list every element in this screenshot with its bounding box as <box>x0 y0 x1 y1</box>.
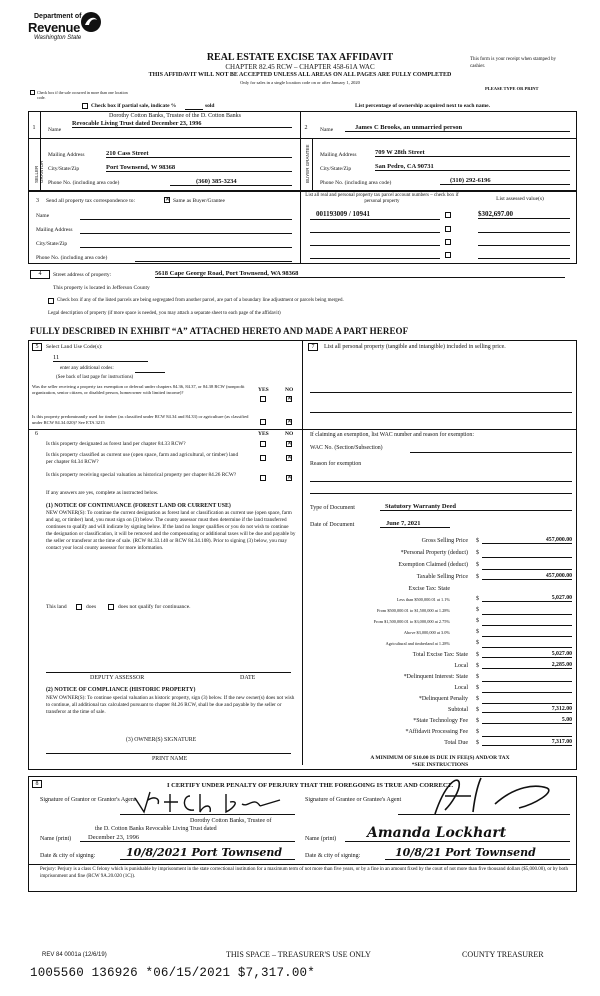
s6-q2-no[interactable]: ✕ <box>287 454 293 461</box>
s6-no-header: NO <box>285 431 294 437</box>
section-7-label: List all personal property (tangible and intangible) included in selling price. <box>324 344 506 350</box>
perjury-text: Perjury: Perjury is a class C felony which is punishable by imprisonment in the state correctional institution for a maximum term of not more than five years, or by a fine in an amount fixed by the court of not more than five thousand dollars ($5,000.00), or by both imprisonment and fine (RCW 9A.20.020 (1C)). <box>40 867 568 879</box>
corr-city-field[interactable] <box>80 247 292 248</box>
s6-question-2: Is this property classified as current use (open space, farm and agricultural, or timber) land per chapter 84.34 RCW? <box>46 452 239 465</box>
form-number: REV 84 0001a (12/6/19) <box>42 952 107 958</box>
notice1-body: NEW OWNER(S): To continue the current designation as forest land or classification as current use (open space, farm and ag, or timber) land, you must sign on (3) below. The county assessor must then determine if the land transferred continues to qualify and will indicate by signing below. If the land no longer qualifies or you do not wish to continue the designation or classification, it will be removed and the compensating or additional taxes will be due and payable by the seller or transferor at the time of sale. (RCW 84.33.140 or RCW 84.34.108). Prior to signing (3) below, you may contact your local county assessor for more information. <box>46 510 296 551</box>
total-due-dollar: $ <box>476 740 479 746</box>
dor-swirl-icon <box>80 11 102 33</box>
tech-fee-value: 5.00 <box>482 717 572 724</box>
s6-q3-no[interactable]: ✕ <box>287 474 293 481</box>
buyer-mailing-label: Mailing Address <box>320 152 357 158</box>
agency-line1: Department of <box>34 13 82 20</box>
legal-note: Legal description of property (if more space is needed, you may attach a separate sheet to each page of the affidavit) <box>48 311 281 316</box>
local-dollar: $ <box>476 663 479 669</box>
corr-mailing-label: Mailing Address <box>36 227 73 233</box>
corr-name-field[interactable] <box>80 219 292 220</box>
section-3-number: 3 <box>36 198 39 204</box>
parcel-personal-checkbox-2[interactable] <box>445 226 451 232</box>
delinq-local-label: Local <box>454 685 468 691</box>
parcel-number: 001193009 / 10941 <box>316 210 371 218</box>
doc-date: June 7, 2021 <box>380 520 450 528</box>
tech-fee-dollar: $ <box>476 718 479 724</box>
s6-q1-yes[interactable] <box>260 441 266 447</box>
tier4-label: Above $3,000,000 at 3.0% <box>403 630 450 635</box>
print-name-line <box>46 753 291 754</box>
buyer-phone: (310) 292-6196 <box>440 177 570 185</box>
local-value: 2,285.00 <box>482 662 572 669</box>
exemption-dollar: $ <box>476 562 479 568</box>
does-not-checkbox[interactable] <box>108 604 114 610</box>
corr-phone-field[interactable] <box>135 261 292 262</box>
seller-name: Revocable Living Trust dated December 23, 1996 <box>72 120 292 128</box>
tier1-value: 5,027.00 <box>482 595 572 602</box>
grantor-name-print: December 23, 1996 <box>80 834 295 842</box>
reason-field-1[interactable] <box>310 481 572 482</box>
s5-question-2: Is this property predominantly used for timber (as classified under RCW 84.34 and 84.33) or agriculture (as classified under RCW 84.34.020)? See ETA 3215 <box>32 414 249 425</box>
personal-dollar: $ <box>476 550 479 556</box>
parcel-personal-checkbox-1[interactable] <box>445 212 451 218</box>
exemption-value[interactable] <box>482 569 572 570</box>
seller-phone-label: Phone No. (including area code) <box>48 180 120 186</box>
corr-name-label: Name <box>36 213 50 219</box>
s5-q1-yes[interactable] <box>260 396 266 402</box>
grantee-name-print: Amanda Lockhart <box>345 825 570 842</box>
personal-property-field-1[interactable] <box>310 392 572 393</box>
sold-label: sold <box>205 103 215 109</box>
doc-type: Statutory Warranty Deed <box>380 503 572 511</box>
reason-label: Reason for exemption <box>310 461 362 467</box>
s6-if-yes: If any answers are yes, complete as instructed below. <box>46 490 159 496</box>
local-label: Local <box>454 663 468 669</box>
segregated-note: Check box if any of the listed parcels are being segregated from another parcel, are part of a boundary line adjustment or parcels being merged. <box>57 298 344 303</box>
parcels-header: List all real and personal property tax parcel account numbers – check box if personal property <box>305 193 459 204</box>
penalty-dollar: $ <box>476 696 479 702</box>
form-title: REAL ESTATE EXCISE TAX AFFIDAVIT <box>206 52 394 63</box>
grantor-print-above1: Dorothy Cotton Banks, Trustee of <box>190 818 272 824</box>
parcel-personal-checkbox-4[interactable] <box>445 252 451 258</box>
dor-logo <box>28 13 118 53</box>
print-name-label: PRINT NAME <box>152 756 188 762</box>
personal-property-field-2[interactable] <box>310 412 572 413</box>
s6-yes-header: YES <box>258 431 269 437</box>
s6-question-1: Is this property designated as forest land per chapter 84.33 RCW? <box>46 441 186 447</box>
partial-sale-label: Check box if partial sale, indicate % <box>91 103 177 109</box>
section-2-number: 2 <box>304 125 308 131</box>
land-use-code: 11 <box>53 354 148 362</box>
ownership-note: List percentage of ownership acquired next to each name. <box>355 103 490 109</box>
form-chapter: CHAPTER 82.45 RCW – CHAPTER 458-61A WAC <box>225 63 375 71</box>
grantee-name-print-label: Name (print) <box>305 836 337 842</box>
grantee-date-city-label: Date & city of signing: <box>305 853 361 859</box>
affidavit-fee-value[interactable] <box>482 736 572 737</box>
segregated-checkbox[interactable] <box>48 298 54 304</box>
doc-type-label: Type of Document <box>310 505 355 511</box>
personal-label: *Personal Property (deduct) <box>400 550 468 556</box>
owner-sig-label: (3) OWNER(S) SIGNATURE <box>126 737 197 743</box>
delinq-local-dollar: $ <box>476 685 479 691</box>
seller-side-label: SELLER GRANTOR <box>34 160 44 183</box>
taxable-value: 457,000.00 <box>482 573 572 580</box>
notice1-title: (1) NOTICE OF CONTINUANCE (FOREST LAND OR CURRENT USE) <box>46 503 231 509</box>
grantee-sig-line[interactable] <box>398 814 570 815</box>
exemption-label: If claiming an exemption, list WAC number and reason for exemption: <box>310 432 474 438</box>
form-warning: THIS AFFIDAVIT WILL NOT BE ACCEPTED UNLESS ALL AREAS ON ALL PAGES ARE FULLY COMPLETED <box>148 72 452 78</box>
tech-fee-label: *State Technology Fee <box>413 718 468 724</box>
wac-field[interactable] <box>410 452 572 453</box>
tier4-value[interactable] <box>482 636 572 637</box>
does-checkbox[interactable] <box>76 604 82 610</box>
tier5-dollar: $ <box>476 640 479 646</box>
notice2-body: NEW OWNER(S): To continue special valuation as historic property, sign (3) below. If the new owner(s) does not wish to continue, all additional tax calculated pursuant to chapter 84.26 RCW, shall be due and payable by the seller or transferor at the time of sale. <box>46 695 295 715</box>
deputy-line <box>46 672 291 673</box>
treasurer-stamp: 1005560 136926 *06/15/2021 $7,317.00* <box>30 966 315 980</box>
grantor-date-city: 10/8/2021 Port Townsend <box>120 846 295 860</box>
gross-dollar: $ <box>476 538 479 544</box>
affidavit-fee-dollar: $ <box>476 729 479 735</box>
multi-location-checkbox[interactable] <box>30 90 35 95</box>
doc-date-label: Date of Document <box>310 522 355 528</box>
penalty-label: *Delinquent Penalty <box>418 696 468 702</box>
tier1-dollar: $ <box>476 596 479 602</box>
s6-q3-yes[interactable] <box>260 475 266 481</box>
seller-name-label: Name <box>48 127 62 133</box>
receipt-note: This form is your receipt when stamped by cashier. <box>470 57 556 69</box>
seller-name-above: Dorothy Cotton Banks, Trustee of the D. Cotton Banks <box>108 113 241 119</box>
s6-q1-no[interactable]: ✕ <box>287 440 293 447</box>
total-state-dollar: $ <box>476 652 479 658</box>
subtotal-label: Subtotal <box>447 707 468 713</box>
delinq-state-label: *Delinquent Interest: State <box>403 674 468 680</box>
assessed-header: List assessed value(s) <box>496 196 544 202</box>
total-state-value: 5,027.00 <box>482 651 572 658</box>
corr-city-label: City/State/Zip <box>36 241 68 247</box>
deputy-label: DEPUTY ASSESSOR <box>90 675 145 681</box>
delinq-state-value[interactable] <box>482 681 572 682</box>
does-not-label: does not qualify for continuance. <box>118 604 191 610</box>
tier2-value[interactable] <box>482 614 572 615</box>
delinq-state-dollar: $ <box>476 674 479 680</box>
seller-mailing: 210 Cass Street <box>106 150 292 158</box>
tier1-label: Less than $500,000.01 at 1.1% <box>396 597 450 602</box>
buyer-city-label: City/State/Zip <box>320 166 352 172</box>
tier3-value[interactable] <box>482 625 572 626</box>
s5-question-1: Was the seller receiving a property tax exemption or deferral under chapters 84.36, 84.37, or 84.38 RCW (nonprofit organization, senior citizen, or disabled person, homeowner with limited income)? <box>32 384 245 395</box>
treasurer-space: THIS SPACE – TREASURER'S USE ONLY <box>226 950 371 959</box>
section-1-number: 1 <box>32 125 36 131</box>
corr-mailing-field[interactable] <box>80 233 292 234</box>
total-state-label: Total Excise Tax: State <box>412 652 468 658</box>
date-label: DATE <box>240 675 256 681</box>
grantee-sig-label: Signature of Grantee or Grantee's Agent <box>305 797 402 803</box>
s6-q2-yes[interactable] <box>260 455 266 461</box>
s6-question-3: Is this property receiving special valuation as historical property per chapter 84.26 RCW? <box>46 472 237 478</box>
property-street: 5618 Cape George Road, Port Townsend, WA 98368 <box>155 270 565 278</box>
form-only-for: Only for sales in a single location code on or after January 1, 2020 <box>240 80 360 85</box>
section-8-number: 8 <box>32 780 42 788</box>
notice2-title: (2) NOTICE OF COMPLIANCE (HISTORIC PROPERTY) <box>46 687 196 693</box>
tier5-label: Agricultural and timberland at 1.28% <box>385 641 450 646</box>
buyer-name: James C Brooks, an unmarried person <box>345 124 570 132</box>
partial-percent-field[interactable] <box>185 109 203 110</box>
s5-q2-no[interactable]: ✕ <box>287 418 293 425</box>
tier2-dollar: $ <box>476 607 479 613</box>
partial-sale-checkbox[interactable] <box>82 103 88 109</box>
s5-yes-header: YES <box>258 387 269 393</box>
buyer-city: San Pedro, CA 90731 <box>375 163 570 171</box>
reason-field-2[interactable] <box>310 493 572 494</box>
grantee-date-city: 10/8/21 Port Townsend <box>385 846 570 860</box>
assessed-value: $302,697.00 <box>478 210 570 219</box>
additional-codes-field[interactable] <box>135 372 165 373</box>
seller-phone: (360) 385-3234 <box>170 178 292 186</box>
buyer-phone-label: Phone No. (including area code) <box>320 180 392 186</box>
s5-q1-no[interactable]: ✕ <box>287 395 293 402</box>
wac-label: WAC No. (Section/Subsection) <box>310 445 383 451</box>
multi-location-label: Check box if the sale occurred in more than one location code. <box>37 90 128 100</box>
tier5-value[interactable] <box>482 647 572 648</box>
continuance-label: This land <box>46 604 67 610</box>
see-instructions: *SEE INSTRUCTIONS <box>411 762 469 768</box>
tier2-label: From $500,000.01 to $1,500,000 at 1.28% <box>376 608 450 613</box>
corr-phone-label: Phone No. (including area code) <box>36 255 108 261</box>
additional-codes-label: enter any additional codes: <box>60 366 114 371</box>
agency-line3: Washington State <box>34 35 82 41</box>
correspondence-label: Send all property tax correspondence to: <box>46 198 136 204</box>
personal-value[interactable] <box>482 557 572 558</box>
exhibit-text: FULLY DESCRIBED IN EXHIBIT “A” ATTACHED HERETO AND MADE A PART HEREOF <box>30 326 409 336</box>
grantor-sig-line[interactable] <box>120 814 295 815</box>
gross-label: Gross Selling Price <box>421 538 468 544</box>
section-6-number: 6 <box>35 431 38 437</box>
buyer-mailing: 709 W 28th Street <box>375 149 570 157</box>
does-label: does <box>86 604 97 610</box>
section-7-number: 7 <box>308 343 318 351</box>
subtotal-dollar: $ <box>476 707 479 713</box>
county-treasurer: COUNTY TREASURER <box>462 950 544 959</box>
total-due-label: Total Due <box>444 740 468 746</box>
same-as-buyer-checkbox[interactable]: ✕ <box>165 196 171 203</box>
minimum-fee-note: A MINIMUM OF $10.00 IS DUE IN FEE(S) AND/OR TAX <box>370 755 510 761</box>
agency-line2: Revenue <box>28 20 81 35</box>
seller-city-label: City/State/Zip <box>48 166 80 172</box>
excise-state-label: Excise Tax: State <box>408 586 450 592</box>
seller-mailing-label: Mailing Address <box>48 152 85 158</box>
grantor-print-above2: the D. Cotton Banks Revocable Living Trust dated <box>95 826 217 832</box>
affidavit-fee-label: *Affidavit Processing Fee <box>405 729 468 735</box>
taxable-dollar: $ <box>476 574 479 580</box>
county-note: This property is located in Jefferson County <box>53 285 150 291</box>
delinq-local-value[interactable] <box>482 692 572 693</box>
seller-city: Port Townsend, W 98368 <box>106 164 292 172</box>
tier3-label: From $1,500,000.01 to $3,000,000 at 2.75% <box>373 619 450 624</box>
grantor-sig-label: Signature of Grantor or Grantor's Agent <box>40 797 136 803</box>
exemption-claimed-label: Exemption Claimed (deduct) <box>398 562 468 568</box>
buyer-name-label: Name <box>320 127 334 133</box>
certify-text: I CERTIFY UNDER PENALTY OF PERJURY THAT THE FOREGOING IS TRUE AND CORRECT. <box>166 782 453 789</box>
section-5-number: 5 <box>32 343 42 351</box>
grantor-name-print-label: Name (print) <box>40 836 72 842</box>
buyer-side-label: BUYER GRANTEE <box>305 144 310 183</box>
s5-q2-yes[interactable] <box>260 419 266 425</box>
land-use-label: Select Land Use Code(s): <box>46 344 103 350</box>
total-due-value: 7,317.00 <box>482 739 572 746</box>
type-or-print: PLEASE TYPE OR PRINT <box>485 86 539 91</box>
gross-value: 457,000.00 <box>482 537 572 544</box>
street-label: Street address of property: <box>53 272 112 278</box>
tier4-dollar: $ <box>476 629 479 635</box>
s5-no-header: NO <box>285 387 294 393</box>
penalty-value[interactable] <box>482 703 572 704</box>
taxable-label: Taxable Selling Price <box>416 574 468 580</box>
parcel-personal-checkbox-3[interactable] <box>445 239 451 245</box>
section-4-number: 4 <box>30 270 50 279</box>
see-back-label: (See back of last page for instructions) <box>56 375 134 380</box>
subtotal-value: 7,312.00 <box>482 706 572 713</box>
same-as-buyer-label: Same as Buyer/Grantee <box>173 198 225 204</box>
grantor-date-city-label: Date & city of signing: <box>40 853 96 859</box>
tier3-dollar: $ <box>476 618 479 624</box>
